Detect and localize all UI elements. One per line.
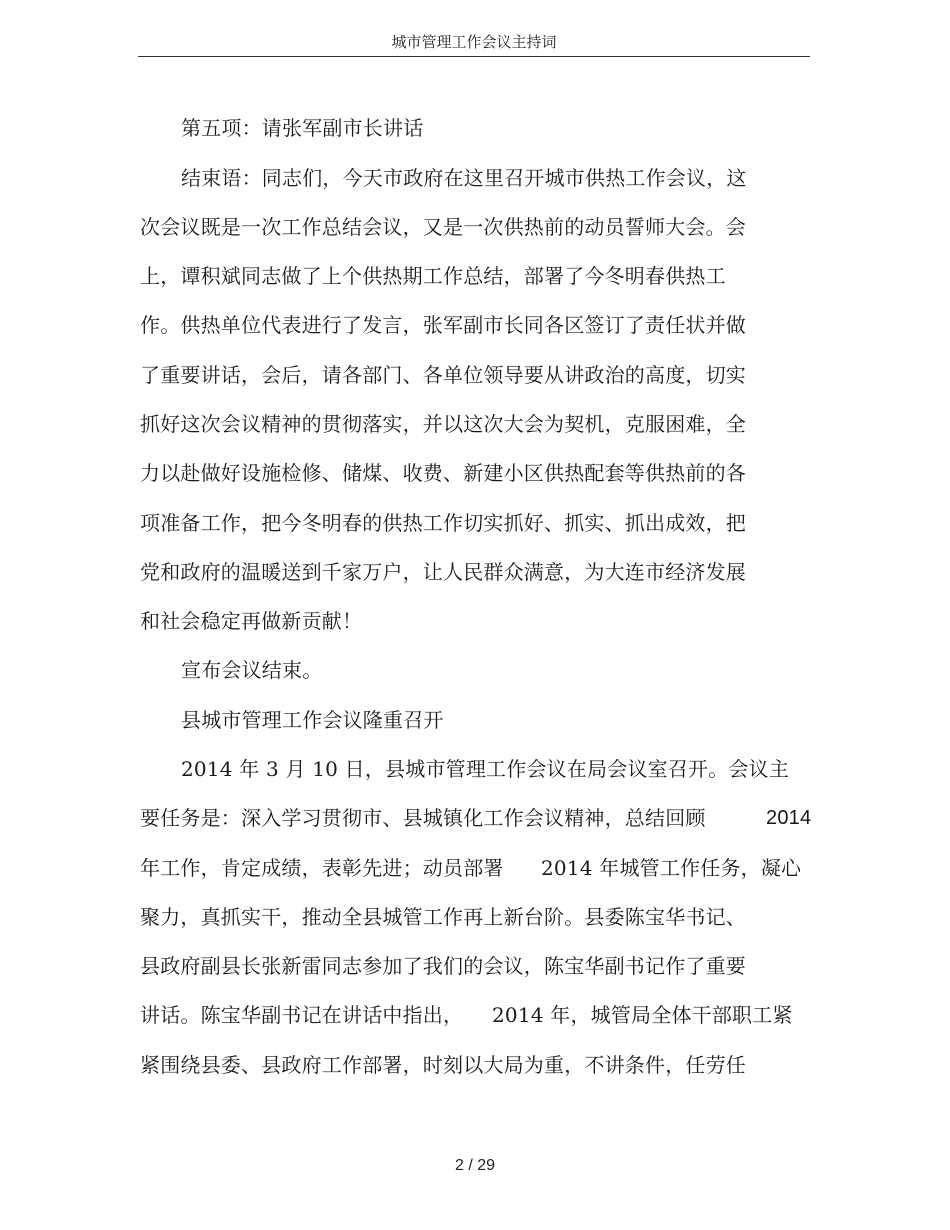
text-line: 2014 年 3 月 10 日，县城市管理工作会议在局会议室召开。会议主 xyxy=(181,757,790,781)
text-line: 了重要讲话，会后，请各部门、各单位领导要从讲政治的高度，切实 xyxy=(140,363,746,387)
text-line: 讲话。陈宝华副书记在讲话中指出， xyxy=(140,1003,464,1027)
text-line: 2014 年城管工作任务，凝心 xyxy=(541,856,802,880)
text-line: 宣布会议结束。 xyxy=(181,658,323,682)
text-line: 上，谭积斌同志做了上个供热期工作总结，部署了今冬明春供热工 xyxy=(140,264,726,288)
text-line: 紧围绕县委、县政府工作部署，时刻以大局为重，不讲条件，任劳任 xyxy=(140,1053,746,1077)
page-number: 2 / 29 xyxy=(454,1157,496,1174)
text-line-year: 2014 xyxy=(766,807,812,829)
page-header-title: 城市管理工作会议主持词 xyxy=(391,33,557,51)
text-line: 党和政府的温暖送到千家万户，让人民群众满意，为大连市经济发展 xyxy=(140,560,746,584)
text-line: 聚力，真抓实干，推动全县城管工作再上新台阶。县委陈宝华书记、 xyxy=(140,905,746,929)
text-line: 年工作，肯定成绩，表彰先进；动员部署 xyxy=(140,856,504,880)
text-line: 县政府副县长张新雷同志参加了我们的会议，陈宝华副书记作了重要 xyxy=(140,954,746,978)
text-line: 2014 年，城管局全体干部职工紧 xyxy=(492,1003,793,1027)
text-line: 作。供热单位代表进行了发言，张军副市长同各区签订了责任状并做 xyxy=(140,313,746,337)
header-divider xyxy=(138,56,810,57)
text-line: 次会议既是一次工作总结会议，又是一次供热前的动员誓师大会。会 xyxy=(140,215,746,239)
text-line: 要任务是：深入学习贯彻市、县城镇化工作会议精神，总结回顾 xyxy=(140,806,706,830)
text-line: 结束语：同志们，今天市政府在这里召开城市供热工作会议，这 xyxy=(181,166,747,190)
text-line: 和社会稳定再做新贡献！ xyxy=(140,609,363,633)
text-line: 项准备工作，把今冬明春的供热工作切实抓好、抓实、抓出成效，把 xyxy=(140,511,746,535)
section-heading: 县城市管理工作会议隆重召开 xyxy=(181,708,444,732)
text-line: 抓好这次会议精神的贯彻落实，并以这次大会为契机，克服困难，全 xyxy=(140,412,746,436)
text-line: 第五项：请张军副市长讲话 xyxy=(181,116,424,140)
text-line: 力以赴做好设施检修、储煤、收费、新建小区供热配套等供热前的各 xyxy=(140,461,746,485)
